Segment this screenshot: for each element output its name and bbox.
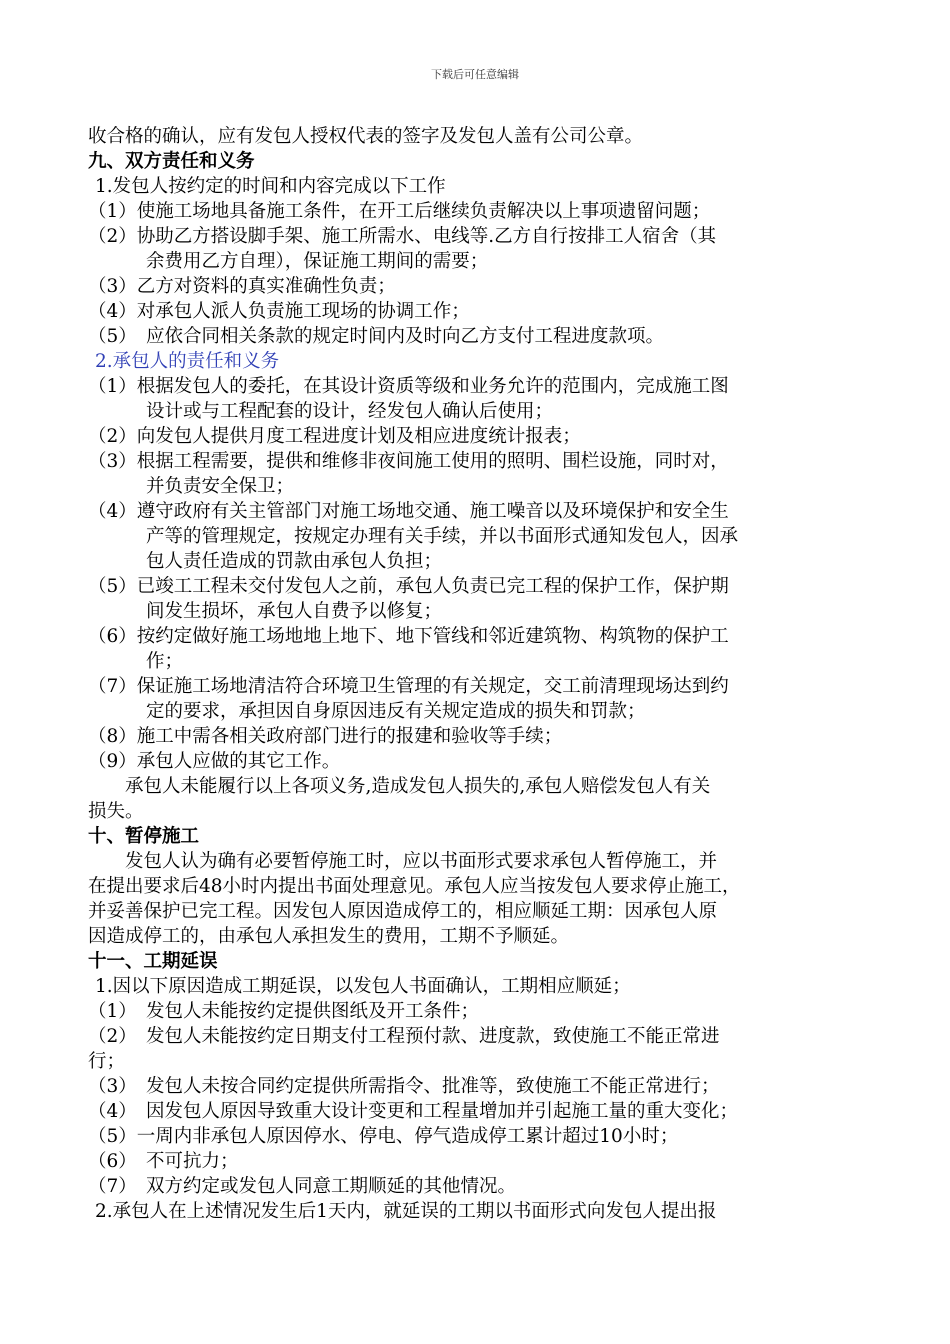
list-item: （6） 不可抗力； xyxy=(88,1151,239,1172)
list-item: （7） 双方约定或发包人同意工期顺延的其他情况。 xyxy=(88,1176,517,1197)
list-item-continuation: 设计或与工程配套的设计，经发包人确认后使用； xyxy=(146,401,554,422)
paragraph: 发包人认为确有必要暂停施工时，应以书面形式要求承包人暂停施工，并 xyxy=(125,851,718,872)
list-item: （2）向发包人提供月度工程进度计划及相应进度统计报表； xyxy=(88,426,581,447)
list-item: （4）对承包人派人负责施工现场的协调工作； xyxy=(88,301,470,322)
list-item: （2）协助乙方搭设脚手架、施工所需水、电线等.乙方自行按排工人宿舍（其 xyxy=(88,226,717,247)
subsection-2: 2.承包人的责任和义务 xyxy=(95,351,280,372)
paragraph-continuation: 损失。 xyxy=(88,801,144,822)
subsection-2: 2.承包人在上述情况发生后1天内，就延误的工期以书面形式向发包人提出报 xyxy=(95,1201,717,1222)
list-item: （1）根据发包人的委托，在其设计资质等级和业务允许的范围内，完成施工图 xyxy=(88,376,729,397)
subsection-1: 1.发包人按约定的时间和内容完成以下工作 xyxy=(95,176,446,197)
list-item: （7）保证施工场地清洁符合环境卫生管理的有关规定，交工前清理现场达到约 xyxy=(88,676,729,697)
list-item-continuation: 定的要求，承担因自身原因违反有关规定造成的损失和罚款； xyxy=(146,701,646,722)
section-heading-10: 十、暂停施工 xyxy=(88,826,200,847)
list-item: （5） 应依合同相关条款的规定时间内及时向乙方支付工程进度款项。 xyxy=(88,326,665,347)
text-line: 收合格的确认，应有发包人授权代表的签字及发包人盖有公司公章。 xyxy=(88,126,644,147)
paragraph-continuation: 在提出要求后48小时内提出书面处理意见。承包人应当按发包人要求停止施工， xyxy=(88,876,741,897)
document-body xyxy=(88,124,868,1224)
paragraph-continuation: 并妥善保护已完工程。因发包人原因造成停工的，相应顺延工期：因承包人原 xyxy=(88,901,718,922)
list-item: （3）根据工程需要，提供和维修非夜间施工使用的照明、围栏设施，同时对， xyxy=(88,451,729,472)
page-header: 下载后可任意编辑 xyxy=(431,68,519,81)
list-item: （3） 发包人未按合同约定提供所需指令、批准等，致使施工不能正常进行； xyxy=(88,1076,720,1097)
subsection-1: 1.因以下原因造成工期延误，以发包人书面确认，工期相应顺延； xyxy=(95,976,631,997)
list-item: （9）承包人应做的其它工作。 xyxy=(88,751,341,772)
paragraph: 承包人未能履行以上各项义务,造成发包人损失的,承包人赔偿发包人有关 xyxy=(125,776,711,797)
list-item-continuation: 余费用乙方自理），保证施工期间的需要； xyxy=(146,251,489,272)
paragraph-continuation: 因造成停工的，由承包人承担发生的费用，工期不予顺延。 xyxy=(88,926,570,947)
section-heading-9: 九、双方责任和义务 xyxy=(88,151,255,172)
list-item-continuation: 间发生损坏，承包人自费予以修复； xyxy=(146,601,443,622)
list-item: （1）使施工场地具备施工条件，在开工后继续负责解决以上事项遗留问题； xyxy=(88,201,711,222)
list-item: （3）乙方对资料的真实准确性负责； xyxy=(88,276,396,297)
list-item-continuation: 产等的管理规定，按规定办理有关手续，并以书面形式通知发包人，因承 xyxy=(146,526,739,547)
list-item: （4） 因发包人原因导致重大设计变更和工程量增加并引起施工量的重大变化； xyxy=(88,1101,739,1122)
list-item-continuation: 并负责安全保卫； xyxy=(146,476,295,497)
list-item: （1） 发包人未能按约定提供图纸及开工条件； xyxy=(88,1001,480,1022)
list-item: （5）已竣工工程未交付发包人之前，承包人负责已完工程的保护工作，保护期 xyxy=(88,576,729,597)
list-item: （2） 发包人未能按约定日期支付工程预付款、进度款，致使施工不能正常进 xyxy=(88,1026,720,1047)
list-item-continuation: 行； xyxy=(88,1051,126,1072)
section-heading-11: 十一、工期延误 xyxy=(88,951,218,972)
list-item: （4）遵守政府有关主管部门对施工场地交通、施工噪音以及环境保护和安全生 xyxy=(88,501,729,522)
list-item-continuation: 包人责任造成的罚款由承包人负担； xyxy=(146,551,443,572)
list-item: （5）一周内非承包人原因停水、停电、停气造成停工累计超过10小时； xyxy=(88,1126,679,1147)
list-item: （8）施工中需各相关政府部门进行的报建和验收等手续； xyxy=(88,726,563,747)
list-item: （6）按约定做好施工场地地上地下、地下管线和邻近建筑物、构筑物的保护工 xyxy=(88,626,729,647)
list-item-continuation: 作； xyxy=(146,651,184,672)
